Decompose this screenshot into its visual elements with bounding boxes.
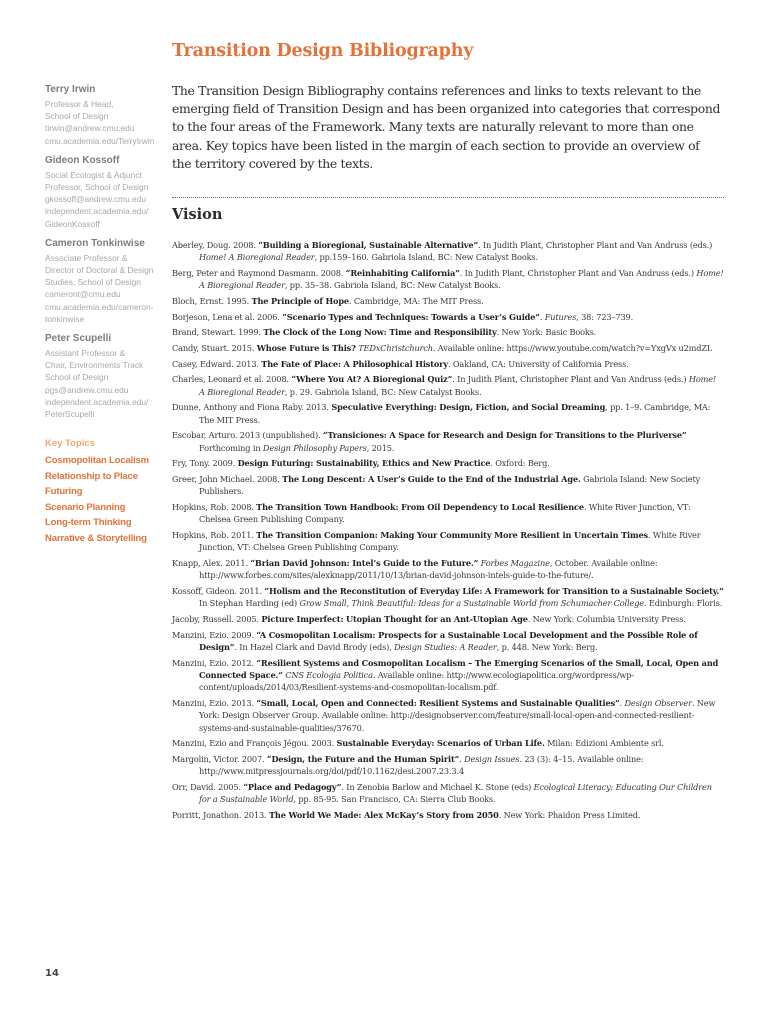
reference-source: Home! A Bioregional Reader <box>199 267 724 291</box>
author-detail: GideonKossoff <box>45 218 100 229</box>
reference-text: . In Judith Plant, Christopher Plant and Van Andruss (eds.) <box>459 267 697 278</box>
key-topic-link[interactable]: Futuring <box>45 486 83 498</box>
author-name: Gideon Kossoff <box>45 154 120 166</box>
author-block <box>45 155 163 230</box>
author-detail: School of Design <box>45 372 109 383</box>
reference-text: , pp. 35–38. Gabriola Island, BC: New Catalyst Books. <box>284 280 501 291</box>
reference-title: “Resilient Systems and Cosmopolitan Localism – The Emerging Scenarios of the Small, Local, Open and Connected Space.” <box>199 657 719 680</box>
reference-title: “Holism and the Reconstitution of Everyday Life: A Framework for Transition to a Sustainable Society.” <box>264 585 724 596</box>
reference-entry <box>172 781 724 806</box>
reference-text: Hopkins, Rob. 2011. <box>172 530 257 541</box>
reference-text: Candy, Stuart. 2015. <box>172 343 257 354</box>
reference-title: “A Cosmopolitan Localism: Prospects for a Sustainable Local Development and the Possible Role of Design” <box>199 629 698 652</box>
key-topic-link[interactable]: Narrative & Storytelling <box>45 532 147 544</box>
key-topic-link[interactable]: Cosmopolitan Localism <box>45 455 150 467</box>
author-detail: independent.academia.edu/ <box>45 206 149 217</box>
reference-text: . Cambridge, MA: The MIT Press. <box>348 295 484 306</box>
reference-title: “Small, Local, Open and Connected: Resilient Systems and Sustainable Qualities” <box>256 697 620 708</box>
reference-entry <box>172 737 724 749</box>
reference-entry <box>172 697 724 734</box>
reference-text: Manzini, Ezio. 2009. <box>172 629 257 640</box>
reference-title: The Long Descent: A User’s Guide to the End of the Industrial Age. <box>282 474 581 485</box>
key-topic-link[interactable]: Long-term Thinking <box>45 517 132 529</box>
reference-title: The Fate of Place: A Philosophical History <box>261 358 448 369</box>
reference-text: Greer, John Michael. 2008. <box>172 474 283 485</box>
reference-entry <box>172 373 724 398</box>
reference-text: Bloch, Ernst. 1995. <box>172 295 252 306</box>
reference-text: . White River Junction, VT: Chelsea Green Publishing Company. <box>199 530 701 553</box>
reference-entry <box>172 267 724 292</box>
author-detail: cameront@cmu.edu <box>45 289 121 300</box>
reference-text: . New York: Design Observer Group. Available online: http://designobserver.com/feature/small-local-open-and-connected-resilient-systems-and-sustainable-qualities/37670. <box>199 697 716 733</box>
reference-entry <box>172 342 724 354</box>
reference-title: “Brian David Johnson: Intel’s Guide to the Future.” <box>250 558 479 568</box>
reference-text: , p. 448. New York: Berg. <box>496 641 598 652</box>
reference-source: Design Philosophy Papers <box>262 442 367 453</box>
reference-entry <box>172 295 724 307</box>
reference-title: “Where You At? A Bioregional Quiz” <box>291 374 453 385</box>
reference-text: Kossoff, Gideon. 2011. <box>172 585 265 596</box>
reference-text: Casey, Edward. 2013. <box>172 358 262 369</box>
author-detail: tonkinwise <box>45 313 85 324</box>
reference-title: The Principle of Hope <box>251 295 349 306</box>
author-detail: gkossoff@andrew.cmu.edu <box>45 194 146 205</box>
author-detail: Director of Doctoral & Design <box>45 265 154 276</box>
reference-source: Design Studies: A Reader <box>394 641 497 652</box>
reference-title: “Scenario Types and Techniques: Towards a User’s Guide” <box>282 311 540 322</box>
reference-source: Home! A Bioregional Reader <box>199 252 315 263</box>
reference-text: , 2015. <box>366 442 395 453</box>
reference-source: Futures <box>544 311 577 322</box>
reference-title: “Reinhabiting California” <box>345 267 460 278</box>
reference-text: . Oakland, CA: University of California Press. <box>447 358 629 369</box>
reference-text: Brand, Stewart. 1999. <box>172 327 264 338</box>
intro-paragraph: The Transition Design Bibliography contains references and links to texts relevant to the emerging field of Transition Design and has been organized into categories that correspond to the four areas of the Framework. Many texts are naturally relevant to more than one area. Key topics have been listed in the margin of each section to provide an overview of the territory covered by the texts. <box>172 83 721 171</box>
reference-entry <box>172 809 724 821</box>
reference-text: . 23 (3): 4–15. Available online: http://www.mitpressjournals.org/doi/pdf/10.1162/desi.2007.23.3.4 <box>199 753 644 777</box>
reference-source: Forbes Magazine <box>480 558 550 568</box>
reference-title: “Design, the Future and the Human Spirit” <box>266 753 460 764</box>
reference-text: . Available online: http://www.ecologiapolitica.org/wordpress/wp-content/uploads/2014/03/Resilient-systems-and-cosmopolitan-localism.pdf. <box>199 669 634 693</box>
reference-text: . New York: Phaidon Press Limited. <box>498 809 641 820</box>
reference-entry <box>172 401 724 426</box>
reference-text: Porritt, Jonathon. 2013. <box>172 809 269 820</box>
reference-title: “Transiciones: A Space for Research and Design for Transitions to the Pluriverse” <box>322 430 687 441</box>
reference-title: The Transition Companion: Making Your Community More Resilient in Uncertain Times <box>256 530 649 541</box>
reference-text: . New York: Basic Books. <box>496 327 597 338</box>
author-detail: Social Ecologist & Adjunct <box>45 169 142 180</box>
reference-entry <box>172 629 724 654</box>
reference-entry <box>172 613 724 625</box>
reference-text: , p. 29. Gabriola Island, BC: New Catalyst Books. <box>284 386 482 397</box>
reference-source: CNS Ecologia Politica <box>285 669 373 680</box>
reference-entry <box>172 473 724 498</box>
reference-text: , pp. 1–9. Cambridge, MA: The MIT Press. <box>199 402 711 425</box>
author-list <box>45 84 163 420</box>
key-topics-heading: Key Topics <box>45 438 95 450</box>
reference-entry <box>172 753 724 778</box>
author-block <box>45 238 163 325</box>
reference-text: Charles, Leonard et al. 2008. <box>172 374 292 385</box>
author-detail: Professor & Head, <box>45 99 114 109</box>
reference-text: . In Zenobia Barlow and Michael K. Stone (eds) <box>341 781 534 792</box>
key-topic-link[interactable]: Relationship to Place <box>45 470 138 482</box>
reference-text: , pp. 85-95. San Francisco, CA: Sierra Club Books. <box>293 794 496 805</box>
reference-entry <box>172 326 724 338</box>
author-name: Peter Scupelli <box>45 333 112 345</box>
reference-text: , 38: 723–739. <box>576 311 634 322</box>
author-detail: Studies, School of Design <box>45 277 141 288</box>
page-title: Transition Design Bibliography <box>172 41 474 61</box>
reference-entry <box>172 429 724 454</box>
reference-text: Jacoby, Russell. 2005. <box>172 613 262 624</box>
key-topics-list <box>45 453 163 546</box>
reference-title: Speculative Everything: Design, Fiction, and Social Dreaming <box>331 402 606 413</box>
reference-entry <box>172 529 724 554</box>
reference-source: Ecological Literacy: Educating Our Children for a Sustainable World <box>199 781 712 805</box>
reference-text: . Oxford: Berg. <box>490 458 550 469</box>
dotted-divider <box>172 197 724 198</box>
author-block <box>45 333 163 420</box>
reference-text: Fry, Tony. 2009. <box>172 458 238 469</box>
reference-source: TEDxChristchurch <box>358 343 433 354</box>
reference-text: Hopkins, Rob. 2008. <box>172 502 257 513</box>
reference-entry <box>172 657 724 694</box>
author-detail: Associate Professor & <box>45 252 128 263</box>
reference-entry <box>172 239 724 264</box>
reference-text: Manzini, Ezio. 2012. <box>172 657 257 668</box>
reference-text: Borjeson, Lena et al. 2006. <box>172 311 283 322</box>
reference-entry <box>172 358 724 370</box>
reference-text: . Available online: https://www.youtube.com/watch?v=YxgVx u2mdZI. <box>432 343 713 354</box>
reference-source: Design Observer <box>624 697 692 708</box>
reference-text: . <box>619 697 625 708</box>
reference-text: Aberley, Doug. 2008. <box>172 240 259 250</box>
author-detail: Assistant Professor & <box>45 348 126 359</box>
page-number: 14 <box>45 968 59 979</box>
reference-entry <box>172 311 724 323</box>
reference-title: Sustainable Everyday: Scenarios of Urban Life. <box>336 738 545 749</box>
reference-text: . <box>539 311 545 322</box>
reference-source: Design Issues <box>464 753 520 764</box>
reference-text: . In Judith Plant, Christopher Plant and Van Andruss (eds.) <box>452 374 689 385</box>
reference-entry <box>172 557 724 582</box>
author-detail: cmu.academia.edu/cameron- <box>45 301 154 312</box>
reference-text: Gabriola Island: New Society Publishers. <box>199 474 701 497</box>
author-block <box>45 84 163 147</box>
reference-text: Knapp, Alex. 2011. <box>172 558 251 568</box>
reference-list <box>172 239 724 825</box>
reference-text: . <box>459 753 465 764</box>
reference-text: . In Hazel Clark and David Brody (eds), <box>234 641 395 652</box>
reference-text: , October. Available online: http://www.forbes.com/sites/alexknapp/2011/10/13/brian-david-johnson-intels-guide-to-the-future/. <box>199 558 658 581</box>
section-title: Vision <box>172 206 223 223</box>
reference-text: Berg, Peter and Raymond Dasmann. 2008. <box>172 267 346 278</box>
reference-text: Escobar, Arturo. 2013 (unpublished). <box>172 430 323 441</box>
author-detail: cmu.academia.edu/TerryIrwin <box>45 135 155 146</box>
reference-text: . In Judith Plant, Christopher Plant and Van Andruss (eds.) <box>478 240 713 250</box>
reference-title: “Building a Bioregional, Sustainable Alternative” <box>258 240 479 250</box>
author-detail: tirwin@andrew.cmu.edu <box>45 123 135 134</box>
reference-source: Home! A Bioregional Reader <box>199 374 717 397</box>
author-detail: pgs@andrew.cmu.edu <box>45 384 129 395</box>
reference-title: The Clock of the Long Now: Time and Responsibility <box>263 327 497 338</box>
reference-title: “Place and Pedagogy” <box>243 781 342 792</box>
reference-text: Dunne, Anthony and Fiona Raby. 2013. <box>172 402 332 413</box>
author-detail: Chair, Environments Track <box>45 360 144 371</box>
author-name: Terry Irwin <box>45 84 96 95</box>
reference-title: Whose Future is This? <box>256 343 356 354</box>
reference-text: . White River Junction, VT: Chelsea Green Publishing Company. <box>199 502 691 525</box>
reference-title: Picture Imperfect: Utopian Thought for an Ant-Utopian Age <box>261 613 528 624</box>
reference-text: Margolin, Victor. 2007. <box>172 753 267 764</box>
author-detail: independent.academia.edu/ <box>45 396 149 407</box>
reference-title: Design Futuring: Sustainability, Ethics and New Practice <box>237 458 491 469</box>
reference-entry <box>172 457 724 469</box>
reference-text: , pp.159–160. Gabriola Island, BC: New Catalyst Books. <box>314 252 538 263</box>
reference-text: Milan: Edizioni Ambiente srl. <box>544 738 664 749</box>
author-detail: PeterScupelli <box>45 409 95 420</box>
reference-text: . Edinburgh: Floris. <box>643 598 723 609</box>
author-detail: School of Design <box>45 111 109 122</box>
reference-title: The Transition Town Handbook: From Oil Dependency to Local Resilience <box>256 502 584 513</box>
sidebar <box>45 84 163 546</box>
reference-entry <box>172 585 724 610</box>
reference-source: Grow Small, Think Beautiful: Ideas for a Sustainable World from Schumacher College <box>299 598 644 609</box>
author-detail: Professor, School of Design <box>45 182 149 193</box>
reference-text: Manzini, Ezio. 2013. <box>172 697 257 708</box>
reference-text: Manzini, Ezio and François Jégou. 2003. <box>172 738 337 749</box>
reference-text: Orr, David. 2005. <box>172 781 244 792</box>
reference-title: The World We Made: Alex McKay’s Story from 2050 <box>268 809 499 820</box>
reference-entry <box>172 501 724 526</box>
reference-text: In Stephan Harding (ed) <box>199 598 300 609</box>
reference-text: Forthcoming in <box>199 442 263 453</box>
author-name: Cameron Tonkinwise <box>45 237 145 249</box>
reference-text: . New York: Columbia University Press. <box>527 613 686 624</box>
key-topic-link[interactable]: Scenario Planning <box>45 501 126 513</box>
